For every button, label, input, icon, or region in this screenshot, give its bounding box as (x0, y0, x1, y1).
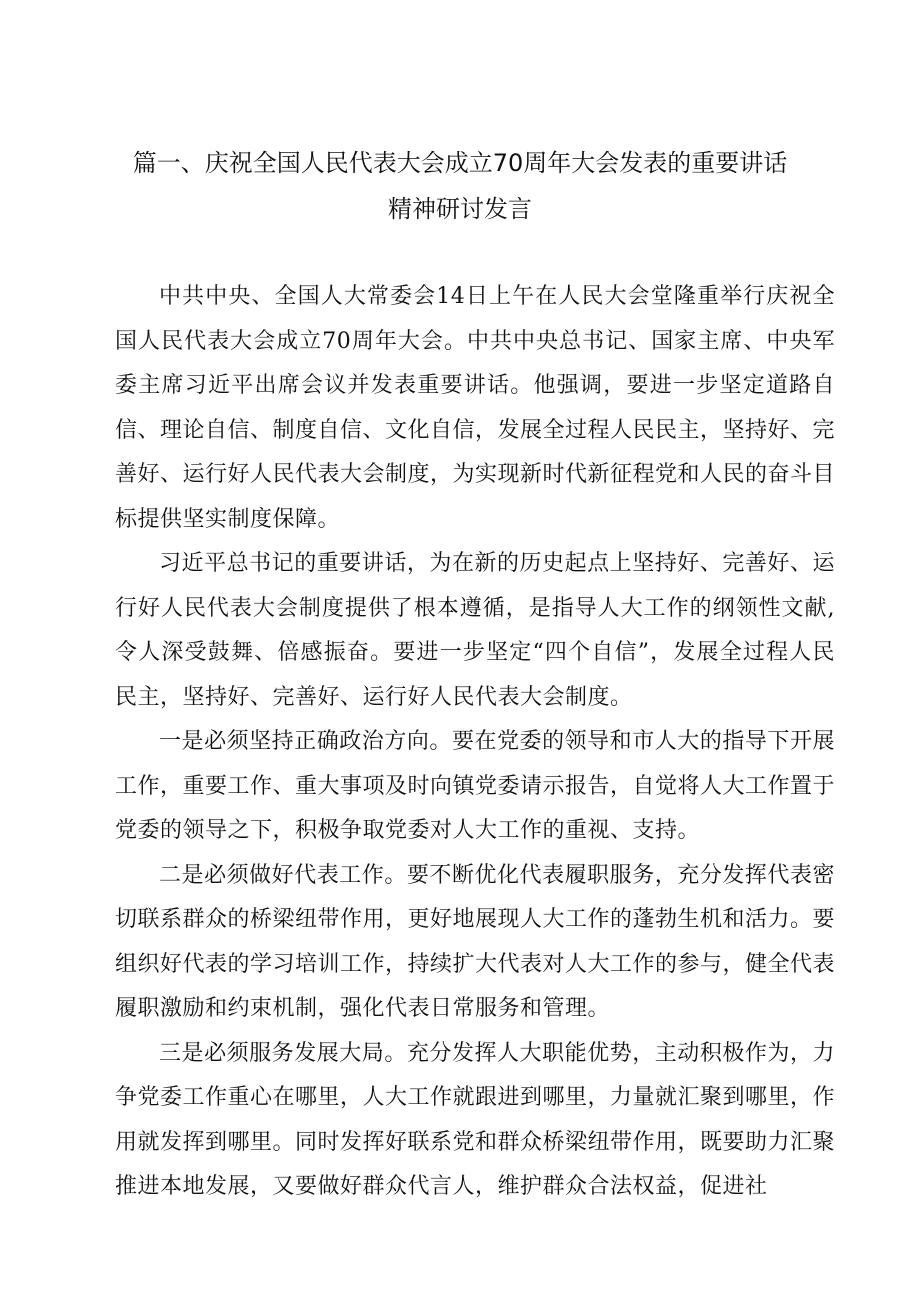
title-line-1: 篇一、庆祝全国人民代表大会成立70周年大会发表的重要讲话 (132, 149, 788, 177)
paragraph-1: 中共中央、全国人大常委会14日上午在人民大会堂隆重举行庆祝全国人民代表大会成立70周年大会。中共中央总书记、国家主席、中央军委主席习近平出席会议并发表重要讲话。他强调，要进一步坚定道路自信、理论自信、制度自信、文化自信，发展全过程人民民主，坚持好、完善好、运行好人民代表大会制度，为实现新时代新征程党和人民的奋斗目标提供坚实制度保障。 (115, 284, 836, 532)
paragraph-3: 一是必须坚持正确政治方向。要在党委的领导和市人大的指导下开展工作，重要工作、重大事项及时向镇党委请示报告，自觉将人大工作置于党委的领导之下，积极争取党委对人大工作的重视、支持。 (115, 729, 836, 843)
paragraph-2: 习近平总书记的重要讲话，为在新的历史起点上坚持好、完善好、运行好人民代表大会制度提供了根本遵循，是指导人大工作的纲领性文献,令人深受鼓舞、倍感振奋。要进一步坚定“四个自信”，发展全过程人民民主，坚持好、完善好、运行好人民代表大会制度。 (115, 551, 835, 710)
document-body (115, 275, 835, 1210)
title-line-2: 精神研讨发言 (388, 195, 532, 223)
document-title (100, 140, 820, 232)
paragraph-4: 二是必须做好代表工作。要不断优化代表履职服务，充分发挥代表密切联系群众的桥梁纽带作用，更好地展现人大工作的蓬勃生机和活力。要组织好代表的学习培训工作，持续扩大代表对人大工作的参与，健全代表履职激励和约束机制，强化代表日常服务和管理。 (115, 862, 836, 1021)
paragraph-5: 三是必须服务发展大局。充分发挥人大职能优势，主动积极作为，力争党委工作重心在哪里，人大工作就跟进到哪里，力量就汇聚到哪里，作用就发挥到哪里。同时发挥好联系党和群众桥梁纽带作用，既要助力汇聚推进本地发展，又要做好群众代言人，维护群众合法权益，促进社 (115, 1040, 836, 1199)
